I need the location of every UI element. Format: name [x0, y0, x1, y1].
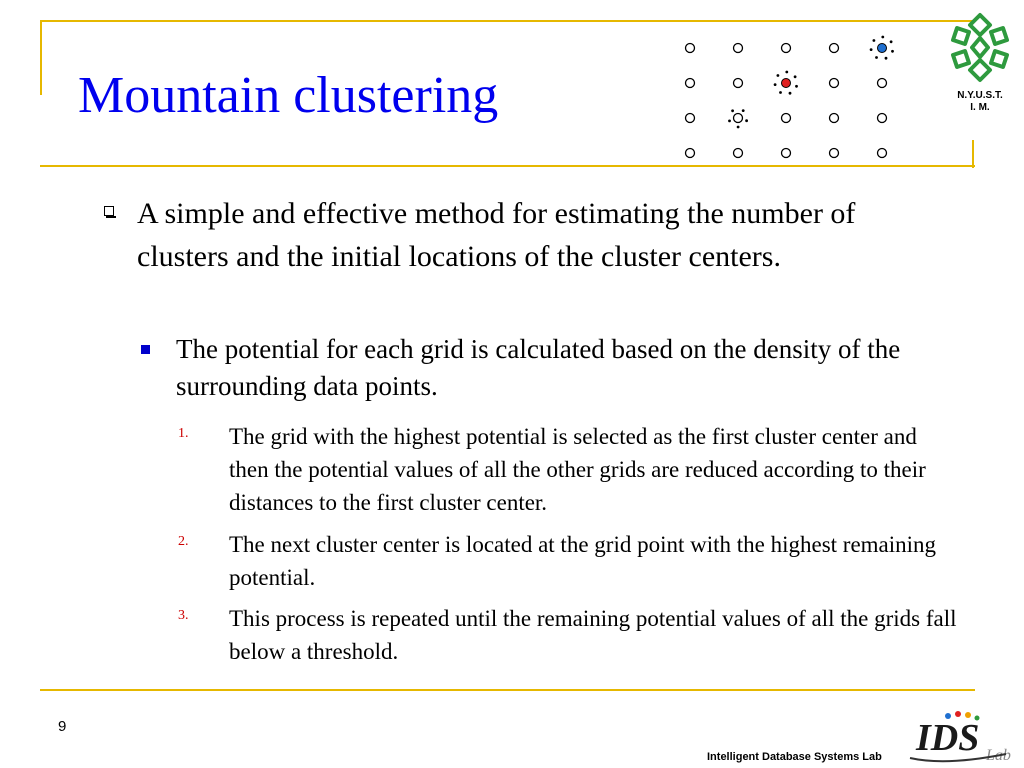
grid-point: [734, 44, 743, 53]
numbered-item-text: This process is repeated until the remaining potential values of all the grids fall below a threshold.: [229, 606, 957, 664]
cluster-data-point: [742, 109, 745, 112]
page-number: 9: [58, 718, 67, 735]
frame-right-rule: [972, 140, 974, 168]
cluster-data-point: [873, 39, 876, 42]
grid-point: [782, 149, 791, 158]
cluster-data-point: [885, 57, 888, 60]
grid-point: [830, 149, 839, 158]
cluster-data-point: [890, 40, 893, 43]
grid-point: [686, 44, 695, 53]
slide-title: Mountain clustering: [78, 67, 499, 124]
grid-point: [830, 79, 839, 88]
numbered-item-marker: 1.: [178, 426, 189, 441]
bullet-level-2: The potential for each grid is calculated based on the density of the surrounding data points.: [176, 334, 901, 401]
cluster-data-point: [875, 56, 878, 59]
ids-logo-lab: Lab: [986, 747, 1011, 764]
cluster-data-point: [789, 92, 792, 95]
frame-top-rule: [40, 20, 975, 22]
cluster-center-red: [782, 79, 791, 88]
leaf-left-bottom-icon: [953, 51, 969, 67]
cluster-data-point: [774, 83, 777, 86]
grid-point: [686, 114, 695, 123]
numbered-item-marker: 3.: [178, 608, 189, 623]
cluster-center-blue: [878, 44, 887, 53]
footer-lab-name: Intelligent Database Systems Lab: [707, 751, 882, 763]
numbered-item-marker: 2.: [178, 534, 189, 549]
grid-point: [686, 79, 695, 88]
footer-divider: [40, 689, 975, 691]
bullet-level-1: A simple and effective method for estimating the number of clusters and the initial locations of the cluster centers.: [137, 197, 856, 273]
grid-point: [830, 44, 839, 53]
grid-point: [878, 114, 887, 123]
cluster-data-point: [881, 36, 884, 39]
grid-point: [782, 44, 791, 53]
leaf-right-bottom-icon: [991, 51, 1007, 67]
cluster-data-point: [777, 74, 780, 77]
logo-line-1: N.Y.U.S.T.: [957, 90, 1003, 101]
cluster-data-point: [745, 119, 748, 122]
frame-left-rule: [40, 20, 42, 95]
grid-point: [686, 149, 695, 158]
cluster-data-point: [737, 126, 740, 129]
cluster-data-point: [794, 75, 797, 78]
mountain-grid-diagram: [672, 26, 902, 166]
nyust-logo-text: [940, 90, 1020, 114]
cluster-data-point: [870, 48, 873, 51]
grid-point: [734, 114, 743, 123]
nyust-logo: [940, 10, 1020, 120]
grid-point: [734, 79, 743, 88]
grid-point: [878, 149, 887, 158]
numbered-item-text: The grid with the highest potential is selected as the first cluster center and then the potential values of all the other grids are reduced according to their distances to the first cluster center.: [229, 424, 926, 515]
cluster-data-point: [728, 120, 731, 123]
cluster-data-point: [779, 91, 782, 94]
grid-point: [782, 114, 791, 123]
leaf-left-top-icon: [953, 28, 969, 44]
hollow-square-bullet-icon: [104, 206, 114, 216]
grid-point: [734, 149, 743, 158]
grid-points: [686, 44, 887, 158]
logo-line-2: I. M.: [970, 102, 990, 113]
leaf-bottom-icon: [970, 60, 990, 80]
leaf-center-icon: [972, 38, 988, 57]
cluster-highlights: [728, 36, 894, 129]
nyust-logo-icon: [940, 10, 1020, 85]
cluster-data-point: [891, 50, 894, 53]
cluster-data-point: [731, 109, 734, 112]
leaf-right-top-icon: [991, 28, 1007, 44]
cluster-data-point: [785, 71, 788, 74]
grid-point: [878, 79, 887, 88]
ids-lab-logo-icon: [906, 708, 1021, 766]
leaf-top-icon: [970, 15, 990, 35]
ids-logo-letters: IDS: [916, 717, 980, 759]
filled-square-bullet-icon: [141, 345, 150, 354]
numbered-item-text: The next cluster center is located at the grid point with the highest remaining potential.: [229, 532, 937, 590]
cluster-data-point: [795, 85, 798, 88]
grid-point: [830, 114, 839, 123]
